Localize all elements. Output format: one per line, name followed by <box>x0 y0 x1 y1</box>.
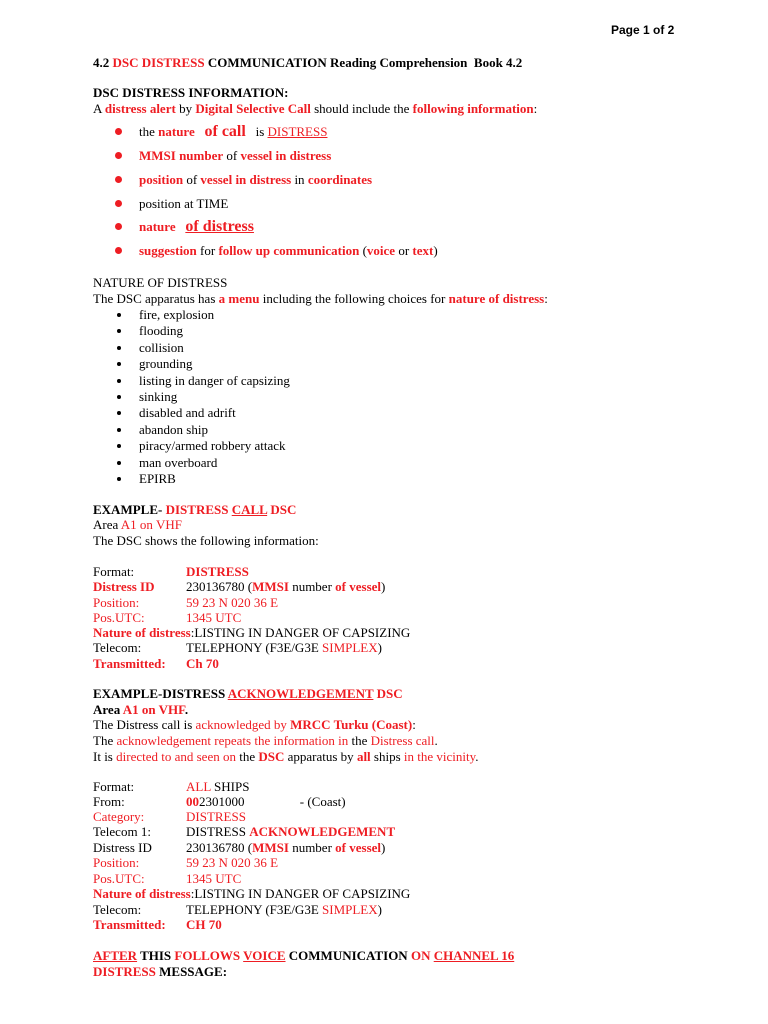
nature-intro-segment: : <box>544 291 548 306</box>
field-value-segment: Ch 70 <box>186 656 219 671</box>
distress-choice-item <box>139 389 177 405</box>
field-value <box>186 794 346 810</box>
bullet-icon <box>115 176 122 183</box>
info-intro <box>93 101 537 117</box>
info-item-text-segment: in <box>291 172 308 187</box>
example2-heading-segment: EXAMPLE-DISTRESS <box>93 686 228 701</box>
field-value-segment: ) <box>381 579 386 594</box>
field-label-segment: Format: <box>93 564 135 579</box>
example2-heading-segment: DSC <box>373 686 403 701</box>
example2-heading-line <box>93 686 403 702</box>
info-item-text-segment: coordinates <box>307 172 373 187</box>
distress-choice-label: collision <box>139 340 184 355</box>
field-value <box>186 917 222 933</box>
info-item-text-segment: of distress <box>185 218 254 235</box>
field-value-segment: ) <box>377 640 382 655</box>
field-label-segment: Category: <box>93 809 145 824</box>
closing-text-segment: CHANNEL 16 <box>433 948 515 963</box>
field-label <box>93 595 186 611</box>
distress-choice-label: listing in danger of capsizing <box>139 373 290 388</box>
bullet-icon <box>117 477 121 481</box>
bullet-icon <box>117 444 121 448</box>
field-value-segment: MMSI <box>252 840 289 855</box>
field-label-segment: Position: <box>93 595 140 610</box>
bullet-icon <box>115 152 122 159</box>
nature-intro <box>93 291 548 307</box>
nature-heading-line <box>93 275 227 291</box>
field-label <box>93 610 186 626</box>
field-value-segment: SIMPLEX <box>322 640 378 655</box>
example1-area <box>93 517 182 533</box>
info-item-text-segment: or <box>395 243 413 258</box>
info-item-text-segment: nature <box>158 124 195 139</box>
info-heading-segment: DSC DISTRESS INFORMATION: <box>93 85 289 100</box>
info-item-text <box>139 243 438 259</box>
info-item-text <box>139 148 331 164</box>
example2-field-row <box>93 855 278 871</box>
field-value <box>186 840 385 856</box>
distress-choice-label: EPIRB <box>139 471 176 486</box>
field-label <box>93 809 186 825</box>
field-label-segment: Distress ID <box>93 579 155 594</box>
example2-heading-segment: ACKNOWLEDGEMENT <box>227 686 374 701</box>
example2-note-segment: . <box>475 749 479 764</box>
field-label-segment: Distress ID <box>93 840 152 855</box>
field-value-segment: :LISTING IN DANGER OF CAPSIZING <box>190 886 411 901</box>
field-value-segment: 2301000 <box>199 794 245 809</box>
field-value-segment: TELEPHONY (F3E/G3E <box>186 640 323 655</box>
example2-field-row <box>93 824 395 840</box>
closing-text <box>93 964 227 980</box>
closing-text-segment: DISTRESS <box>93 964 156 979</box>
field-value <box>191 625 411 641</box>
field-value <box>186 855 278 871</box>
closing-line <box>93 964 227 980</box>
info-intro-segment: A <box>93 101 105 116</box>
field-value-segment: of vessel <box>335 840 382 855</box>
field-label <box>93 917 186 933</box>
field-label <box>93 855 186 871</box>
document-title-segment: COMMUNICATION Reading Comprehension Book 4.2 <box>204 55 523 70</box>
example1-area-segment: A1 on VHF <box>120 517 182 532</box>
field-label <box>93 656 186 672</box>
bullet-icon <box>115 200 122 207</box>
example2-field-row <box>93 840 385 856</box>
field-value-segment: 1345 UTC <box>186 871 242 886</box>
distress-choice-label: fire, explosion <box>139 307 215 322</box>
closing-text <box>93 948 514 964</box>
example2-area-line <box>93 702 188 718</box>
info-intro-segment: : <box>533 101 538 116</box>
example2-field-row <box>93 794 346 810</box>
field-value <box>186 610 241 626</box>
field-value <box>186 656 219 672</box>
info-intro-segment: following information <box>412 101 534 116</box>
example1-field-row <box>93 579 385 595</box>
field-label <box>93 902 186 918</box>
example2-note-segment: DSC <box>258 749 285 764</box>
field-value-segment: DISTRESS <box>186 824 250 839</box>
info-intro-segment: distress alert <box>104 101 176 116</box>
example1-field-row <box>93 610 241 626</box>
info-item-text-segment: the <box>139 124 159 139</box>
example2-field-row <box>93 779 249 795</box>
example2-note-segment: apparatus by <box>284 749 357 764</box>
field-label-segment: Format: <box>93 779 135 794</box>
example1-heading-segment: EXAMPLE- <box>93 502 163 517</box>
field-value-segment: ) <box>381 840 386 855</box>
document-title-line <box>93 55 522 71</box>
field-label-segment: From: <box>93 794 125 809</box>
nature-heading-segment: NATURE OF DISTRESS <box>93 275 228 290</box>
bullet-icon <box>117 362 121 366</box>
field-value-segment: MMSI <box>252 579 289 594</box>
example1-heading <box>93 502 296 518</box>
field-value-segment: DISTRESS <box>186 564 249 579</box>
field-value <box>186 809 246 825</box>
field-value-segment: 230136780 ( <box>186 579 253 594</box>
example1-heading-segment: DSC <box>267 502 297 517</box>
example1-heading-line <box>93 502 296 518</box>
info-intro-segment: by <box>175 101 196 116</box>
bullet-icon <box>117 411 121 415</box>
example1-intro-line <box>93 533 319 549</box>
info-item-text-segment: for <box>196 243 219 258</box>
example2-note-segment: The <box>93 733 117 748</box>
distress-choice-label: man overboard <box>139 455 218 470</box>
bullet-icon <box>117 379 121 383</box>
field-label <box>93 886 191 902</box>
field-value-segment: - (Coast) <box>244 794 346 809</box>
info-item-text <box>139 196 228 212</box>
info-list-item <box>139 172 372 188</box>
info-list-item <box>139 196 228 212</box>
distress-choice-label: piracy/armed robbery attack <box>139 438 286 453</box>
field-label-segment: Nature of distress <box>93 886 191 901</box>
field-label-segment: Nature of distress <box>93 625 191 640</box>
example2-note-line <box>93 749 479 765</box>
field-label-segment: Pos.UTC: <box>93 871 145 886</box>
info-item-text-segment: MMSI number <box>139 148 224 163</box>
field-value-segment: DISTRESS <box>186 809 246 824</box>
field-value-segment: 59 23 N 020 36 E <box>186 855 279 870</box>
closing-line <box>93 948 514 964</box>
example2-note-segment: acknowledgement repeats the information in <box>116 733 352 748</box>
info-item-text-segment: nature <box>139 219 176 234</box>
nature-intro-segment: The DSC apparatus has <box>93 291 219 306</box>
example2-note-segment: : <box>412 717 416 732</box>
info-list-item <box>139 243 438 259</box>
example1-area-segment: Area <box>93 517 121 532</box>
bullet-icon <box>115 128 122 135</box>
field-value <box>186 779 249 795</box>
page-indicator: Page 1 of 2 <box>611 23 675 37</box>
distress-choice-item <box>139 438 286 454</box>
field-label-segment: Transmitted: <box>93 917 166 932</box>
example1-field-row <box>93 625 410 641</box>
distress-choice-item <box>139 373 290 389</box>
field-value-segment: ALL <box>186 779 211 794</box>
info-item-text <box>139 219 254 235</box>
distress-choice-item <box>139 455 217 471</box>
example2-area-segment: A1 on VHF <box>122 702 185 717</box>
example2-note-segment: Distress call <box>370 733 435 748</box>
field-value <box>186 579 385 595</box>
example1-field-row <box>93 640 382 656</box>
nature-intro-line <box>93 291 548 307</box>
closing-text-segment: COMMUNICATION <box>285 948 411 963</box>
document-title-segment: DSC DISTRESS <box>112 55 205 70</box>
field-value <box>186 564 249 580</box>
field-label-segment: Pos.UTC: <box>93 610 145 625</box>
field-label <box>93 794 186 810</box>
nature-heading <box>93 275 227 291</box>
info-item-text-segment: vessel in distress <box>200 172 292 187</box>
example2-heading <box>93 686 403 702</box>
distress-choice-item <box>139 340 184 356</box>
field-label-segment: Telecom: <box>93 640 142 655</box>
info-item-text-segment: of call <box>204 123 246 140</box>
info-item-text <box>139 124 327 140</box>
bullet-icon <box>117 461 121 465</box>
example2-note-segment: ships <box>370 749 404 764</box>
field-value <box>186 902 382 918</box>
field-value <box>186 824 395 840</box>
example2-field-row <box>93 902 382 918</box>
example1-intro-segment: The DSC shows the following information: <box>93 533 319 548</box>
example2-area <box>93 702 188 718</box>
example2-note-segment: The Distress call is <box>93 717 196 732</box>
example2-note-segment: acknowledged by <box>195 717 291 732</box>
bullet-icon <box>117 395 121 399</box>
field-value-segment: ACKNOWLEDGEMENT <box>249 824 396 839</box>
info-intro-line <box>93 101 537 117</box>
example1-field-row <box>93 564 249 580</box>
example2-note-segment: in the vicinity <box>403 749 476 764</box>
info-heading <box>93 85 289 101</box>
field-label <box>93 579 186 595</box>
example2-note-segment: all <box>356 749 371 764</box>
info-intro-segment: should include the <box>310 101 413 116</box>
field-value-segment: number <box>288 840 336 855</box>
info-item-text <box>139 172 372 188</box>
field-label-segment: Position: <box>93 855 140 870</box>
field-label-segment: Telecom 1: <box>93 824 151 839</box>
info-item-text-segment: of <box>223 148 241 163</box>
info-heading-line <box>93 85 289 101</box>
field-label <box>93 564 186 580</box>
field-value-segment: 1345 UTC <box>186 610 242 625</box>
example2-note <box>93 749 479 765</box>
example1-field-row <box>93 656 219 672</box>
info-item-text-segment: position at TIME <box>139 196 229 211</box>
field-label <box>93 779 186 795</box>
field-value-segment: number <box>288 579 336 594</box>
distress-choice-label: grounding <box>139 356 193 371</box>
example2-note-segment: . <box>434 733 438 748</box>
info-item-text-segment: follow up communication <box>218 243 360 258</box>
field-value-segment: SIMPLEX <box>322 902 378 917</box>
info-item-text-segment: ) <box>433 243 438 258</box>
document-title-segment: 4.2 <box>93 55 113 70</box>
example2-field-row <box>93 871 241 887</box>
example1-area-line <box>93 517 182 533</box>
info-item-text-segment <box>176 219 186 234</box>
closing-text-segment: FOLLOWS <box>174 948 244 963</box>
info-item-text-segment: is <box>245 124 268 139</box>
info-item-text-segment: voice <box>366 243 396 258</box>
example2-note-line <box>93 717 416 733</box>
example2-note-segment: MRCC Turku (Coast) <box>290 717 413 732</box>
field-label <box>93 640 186 656</box>
info-item-text-segment: ( <box>359 243 367 258</box>
field-value-segment: 00 <box>186 794 199 809</box>
example2-note-line <box>93 733 438 749</box>
field-label-segment: Transmitted: <box>93 656 166 671</box>
closing-text-segment: ON <box>410 948 434 963</box>
info-item-text-segment: suggestion <box>139 243 197 258</box>
field-value-segment: 230136780 ( <box>186 840 253 855</box>
closing-text-segment: THIS <box>137 948 175 963</box>
closing-text-segment: AFTER <box>93 948 138 963</box>
field-value-segment: ) <box>377 902 382 917</box>
info-list-item <box>139 124 327 140</box>
bullet-icon <box>117 329 121 333</box>
closing-text-segment: MESSAGE: <box>155 964 228 979</box>
distress-choice-item <box>139 307 214 323</box>
distress-choice-item <box>139 422 208 438</box>
field-value <box>186 595 278 611</box>
example2-note <box>93 717 416 733</box>
distress-choice-label: abandon ship <box>139 422 208 437</box>
field-label <box>93 840 186 856</box>
info-item-text-segment: position <box>139 172 184 187</box>
example2-area-segment: Area <box>93 702 123 717</box>
bullet-icon <box>117 428 121 432</box>
bullet-icon <box>117 346 121 350</box>
example2-note <box>93 733 438 749</box>
distress-choice-label: flooding <box>139 323 184 338</box>
info-intro-segment: Digital Selective Call <box>195 101 311 116</box>
field-value <box>186 640 382 656</box>
distress-choice-label: sinking <box>139 389 178 404</box>
field-value-segment: of vessel <box>335 579 382 594</box>
bullet-icon <box>115 223 122 230</box>
nature-intro-segment: including the following choices for <box>259 291 449 306</box>
field-label <box>93 625 191 641</box>
example1-heading-segment: CALL <box>231 502 268 517</box>
example2-field-row <box>93 809 246 825</box>
field-value-segment: TELEPHONY (F3E/G3E <box>186 902 323 917</box>
example1-heading-segment: DISTRESS <box>162 502 232 517</box>
info-item-text-segment: vessel in distress <box>240 148 332 163</box>
bullet-icon <box>117 313 121 317</box>
distress-choice-item <box>139 323 183 339</box>
example2-note-segment: directed to and seen on <box>116 749 236 764</box>
info-list-item <box>139 219 254 235</box>
example2-note-segment: the <box>351 733 371 748</box>
distress-choice-item <box>139 471 176 487</box>
distress-choice-item <box>139 405 236 421</box>
field-label <box>93 824 186 840</box>
example2-note-segment: the <box>235 749 259 764</box>
distress-choice-label: disabled and adrift <box>139 405 236 420</box>
info-list-item <box>139 148 331 164</box>
field-label <box>93 871 186 887</box>
field-value-segment: :LISTING IN DANGER OF CAPSIZING <box>190 625 411 640</box>
field-label-segment: Telecom: <box>93 902 142 917</box>
closing-text-segment: VOICE <box>243 948 286 963</box>
example2-field-row <box>93 886 410 902</box>
field-value-segment: CH 70 <box>186 917 222 932</box>
info-item-text-segment: DISTRESS <box>267 124 328 139</box>
nature-intro-segment: nature of distress <box>448 291 545 306</box>
field-value <box>191 886 411 902</box>
info-item-text-segment <box>195 124 205 139</box>
field-value-segment: 59 23 N 020 36 E <box>186 595 279 610</box>
distress-choice-item <box>139 356 192 372</box>
info-item-text-segment: text <box>412 243 434 258</box>
example2-field-row <box>93 917 222 933</box>
nature-intro-segment: a menu <box>218 291 260 306</box>
document-title <box>93 55 522 71</box>
field-value-segment: SHIPS <box>210 779 250 794</box>
example1-intro <box>93 533 319 549</box>
example2-note-segment: It is <box>93 749 117 764</box>
field-value <box>186 871 241 887</box>
bullet-icon <box>115 247 122 254</box>
info-item-text-segment: of <box>183 172 201 187</box>
example2-area-segment: . <box>184 702 189 717</box>
example1-field-row <box>93 595 278 611</box>
